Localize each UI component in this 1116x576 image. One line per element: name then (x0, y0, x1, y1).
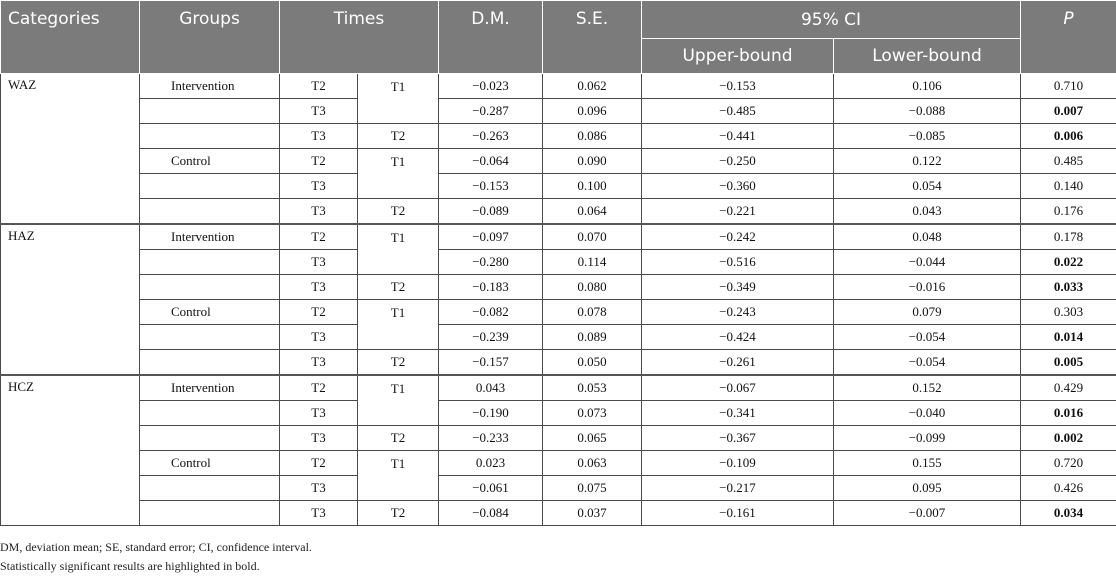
se-cell: 0.053 (543, 375, 642, 401)
se-cell: 0.063 (543, 451, 642, 476)
se-cell: 0.050 (543, 350, 642, 376)
table-row (1, 174, 1116, 199)
time-cell: T3 (280, 501, 358, 526)
se-cell: 0.089 (543, 325, 642, 350)
dm-cell: −0.153 (439, 174, 543, 199)
lower-bound-cell: 0.079 (834, 300, 1021, 325)
dm-cell: 0.043 (439, 375, 543, 401)
dm-cell: −0.084 (439, 501, 543, 526)
reference-time-cell: T1 (358, 74, 439, 124)
header-p: P (1021, 1, 1116, 74)
upper-bound-cell: −0.360 (642, 174, 834, 199)
se-cell: 0.078 (543, 300, 642, 325)
table-row (1, 325, 1116, 350)
time-cell: T3 (280, 124, 358, 149)
dm-cell: −0.239 (439, 325, 543, 350)
lower-bound-cell: 0.054 (834, 174, 1021, 199)
time-cell: T3 (280, 426, 358, 451)
se-cell: 0.064 (543, 199, 642, 225)
table-row (1, 149, 1116, 174)
time-cell: T2 (280, 300, 358, 325)
time-cell: T3 (280, 325, 358, 350)
reference-time-cell: T1 (358, 375, 439, 426)
time-cell: T3 (280, 401, 358, 426)
se-cell: 0.062 (543, 74, 642, 99)
upper-bound-cell: −0.250 (642, 149, 834, 174)
reference-time-cell: T2 (358, 124, 439, 149)
p-value-cell: 0.034 (1021, 501, 1116, 526)
upper-bound-cell: −0.242 (642, 224, 834, 250)
se-cell: 0.100 (543, 174, 642, 199)
se-cell: 0.065 (543, 426, 642, 451)
lower-bound-cell: 0.043 (834, 199, 1021, 225)
header-upper-bound: Upper-bound (642, 39, 834, 74)
dm-cell: −0.157 (439, 350, 543, 376)
upper-bound-cell: −0.424 (642, 325, 834, 350)
upper-bound-cell: −0.067 (642, 375, 834, 401)
lower-bound-cell: 0.095 (834, 476, 1021, 501)
table-row (1, 124, 1116, 149)
reference-time-cell: T1 (358, 149, 439, 199)
note-significance: Statistically significant results are highlighted in bold. (0, 557, 312, 576)
dm-cell: −0.064 (439, 149, 543, 174)
se-cell: 0.096 (543, 99, 642, 124)
reference-time-cell: T1 (358, 224, 439, 275)
dm-cell: −0.061 (439, 476, 543, 501)
p-value-cell: 0.033 (1021, 275, 1116, 300)
lower-bound-cell: 0.155 (834, 451, 1021, 476)
time-cell: T3 (280, 476, 358, 501)
table-row (1, 350, 1116, 376)
p-value-cell: 0.016 (1021, 401, 1116, 426)
upper-bound-cell: −0.441 (642, 124, 834, 149)
dm-cell: −0.233 (439, 426, 543, 451)
header-dm: D.M. (439, 1, 543, 74)
group-cell (140, 426, 280, 451)
group-cell (140, 124, 280, 149)
note-abbreviations: DM, deviation mean; SE, standard error; CI, confidence interval. (0, 538, 312, 557)
dm-cell: −0.082 (439, 300, 543, 325)
lower-bound-cell: −0.054 (834, 325, 1021, 350)
p-value-cell: 0.006 (1021, 124, 1116, 149)
lower-bound-cell: 0.106 (834, 74, 1021, 99)
upper-bound-cell: −0.349 (642, 275, 834, 300)
time-cell: T2 (280, 375, 358, 401)
time-cell: T3 (280, 275, 358, 300)
p-value-cell: 0.178 (1021, 224, 1116, 250)
group-cell (140, 99, 280, 124)
se-cell: 0.037 (543, 501, 642, 526)
p-value-cell: 0.720 (1021, 451, 1116, 476)
lower-bound-cell: −0.085 (834, 124, 1021, 149)
header-groups: Groups (140, 1, 280, 74)
upper-bound-cell: −0.341 (642, 401, 834, 426)
dm-cell: −0.089 (439, 199, 543, 225)
dm-cell: −0.097 (439, 224, 543, 250)
upper-bound-cell: −0.261 (642, 350, 834, 376)
p-value-cell: 0.007 (1021, 99, 1116, 124)
lower-bound-cell: 0.122 (834, 149, 1021, 174)
table-row (1, 501, 1116, 526)
upper-bound-cell: −0.243 (642, 300, 834, 325)
se-cell: 0.075 (543, 476, 642, 501)
se-cell: 0.090 (543, 149, 642, 174)
dm-cell: −0.287 (439, 99, 543, 124)
dm-cell: −0.023 (439, 74, 543, 99)
upper-bound-cell: −0.221 (642, 199, 834, 225)
dm-cell: 0.023 (439, 451, 543, 476)
p-value-cell: 0.429 (1021, 375, 1116, 401)
upper-bound-cell: −0.485 (642, 99, 834, 124)
time-cell: T2 (280, 451, 358, 476)
category-cell: HAZ (1, 224, 140, 375)
time-cell: T3 (280, 350, 358, 376)
p-value-cell: 0.005 (1021, 350, 1116, 376)
group-cell (140, 199, 280, 225)
table-row (1, 300, 1116, 325)
se-cell: 0.086 (543, 124, 642, 149)
p-value-cell: 0.002 (1021, 426, 1116, 451)
time-cell: T3 (280, 99, 358, 124)
p-value-cell: 0.176 (1021, 199, 1116, 225)
reference-time-cell: T1 (358, 300, 439, 350)
p-value-cell: 0.426 (1021, 476, 1116, 501)
table-row (1, 426, 1116, 451)
p-value-cell: 0.303 (1021, 300, 1116, 325)
se-cell: 0.080 (543, 275, 642, 300)
lower-bound-cell: −0.044 (834, 250, 1021, 275)
se-cell: 0.070 (543, 224, 642, 250)
table-row (1, 224, 1116, 250)
header-se: S.E. (543, 1, 642, 74)
reference-time-cell: T2 (358, 426, 439, 451)
se-cell: 0.073 (543, 401, 642, 426)
header-categories: Categories (1, 1, 140, 74)
group-cell: Control (140, 451, 280, 476)
group-cell: Intervention (140, 74, 280, 99)
lower-bound-cell: −0.016 (834, 275, 1021, 300)
p-value-cell: 0.710 (1021, 74, 1116, 99)
table-row (1, 375, 1116, 401)
time-cell: T3 (280, 174, 358, 199)
upper-bound-cell: −0.217 (642, 476, 834, 501)
upper-bound-cell: −0.109 (642, 451, 834, 476)
lower-bound-cell: 0.048 (834, 224, 1021, 250)
group-cell: Intervention (140, 375, 280, 401)
category-cell: HCZ (1, 375, 140, 526)
dm-cell: −0.183 (439, 275, 543, 300)
group-cell (140, 250, 280, 275)
table-row (1, 74, 1116, 99)
time-cell: T2 (280, 149, 358, 174)
group-cell (140, 275, 280, 300)
group-cell: Intervention (140, 224, 280, 250)
lower-bound-cell: −0.099 (834, 426, 1021, 451)
reference-time-cell: T2 (358, 199, 439, 225)
p-value-cell: 0.022 (1021, 250, 1116, 275)
se-cell: 0.114 (543, 250, 642, 275)
reference-time-cell: T1 (358, 451, 439, 501)
lower-bound-cell: −0.007 (834, 501, 1021, 526)
time-cell: T3 (280, 250, 358, 275)
lower-bound-cell: 0.152 (834, 375, 1021, 401)
lower-bound-cell: −0.088 (834, 99, 1021, 124)
p-value-cell: 0.140 (1021, 174, 1116, 199)
table-row (1, 275, 1116, 300)
group-cell (140, 174, 280, 199)
reference-time-cell: T2 (358, 350, 439, 376)
table-row (1, 99, 1116, 124)
header-times: Times (280, 1, 439, 74)
upper-bound-cell: −0.367 (642, 426, 834, 451)
header-ci: 95% CI (642, 1, 1021, 39)
dm-cell: −0.190 (439, 401, 543, 426)
time-cell: T2 (280, 224, 358, 250)
group-cell: Control (140, 149, 280, 174)
reference-time-cell: T2 (358, 275, 439, 300)
group-cell: Control (140, 300, 280, 325)
table-row (1, 451, 1116, 476)
group-cell (140, 501, 280, 526)
group-cell (140, 476, 280, 501)
upper-bound-cell: −0.161 (642, 501, 834, 526)
table-row (1, 476, 1116, 501)
table-body (1, 74, 1116, 526)
upper-bound-cell: −0.153 (642, 74, 834, 99)
table-row (1, 199, 1116, 225)
dm-cell: −0.280 (439, 250, 543, 275)
dm-cell: −0.263 (439, 124, 543, 149)
p-value-cell: 0.014 (1021, 325, 1116, 350)
upper-bound-cell: −0.516 (642, 250, 834, 275)
reference-time-cell: T2 (358, 501, 439, 526)
table-notes (0, 538, 312, 576)
group-cell (140, 325, 280, 350)
category-cell: WAZ (1, 74, 140, 225)
lower-bound-cell: −0.040 (834, 401, 1021, 426)
group-cell (140, 350, 280, 376)
time-cell: T2 (280, 74, 358, 99)
table-row (1, 401, 1116, 426)
header-lower-bound: Lower-bound (834, 39, 1021, 74)
lower-bound-cell: −0.054 (834, 350, 1021, 376)
p-value-cell: 0.485 (1021, 149, 1116, 174)
group-cell (140, 401, 280, 426)
time-cell: T3 (280, 199, 358, 225)
table-row (1, 250, 1116, 275)
